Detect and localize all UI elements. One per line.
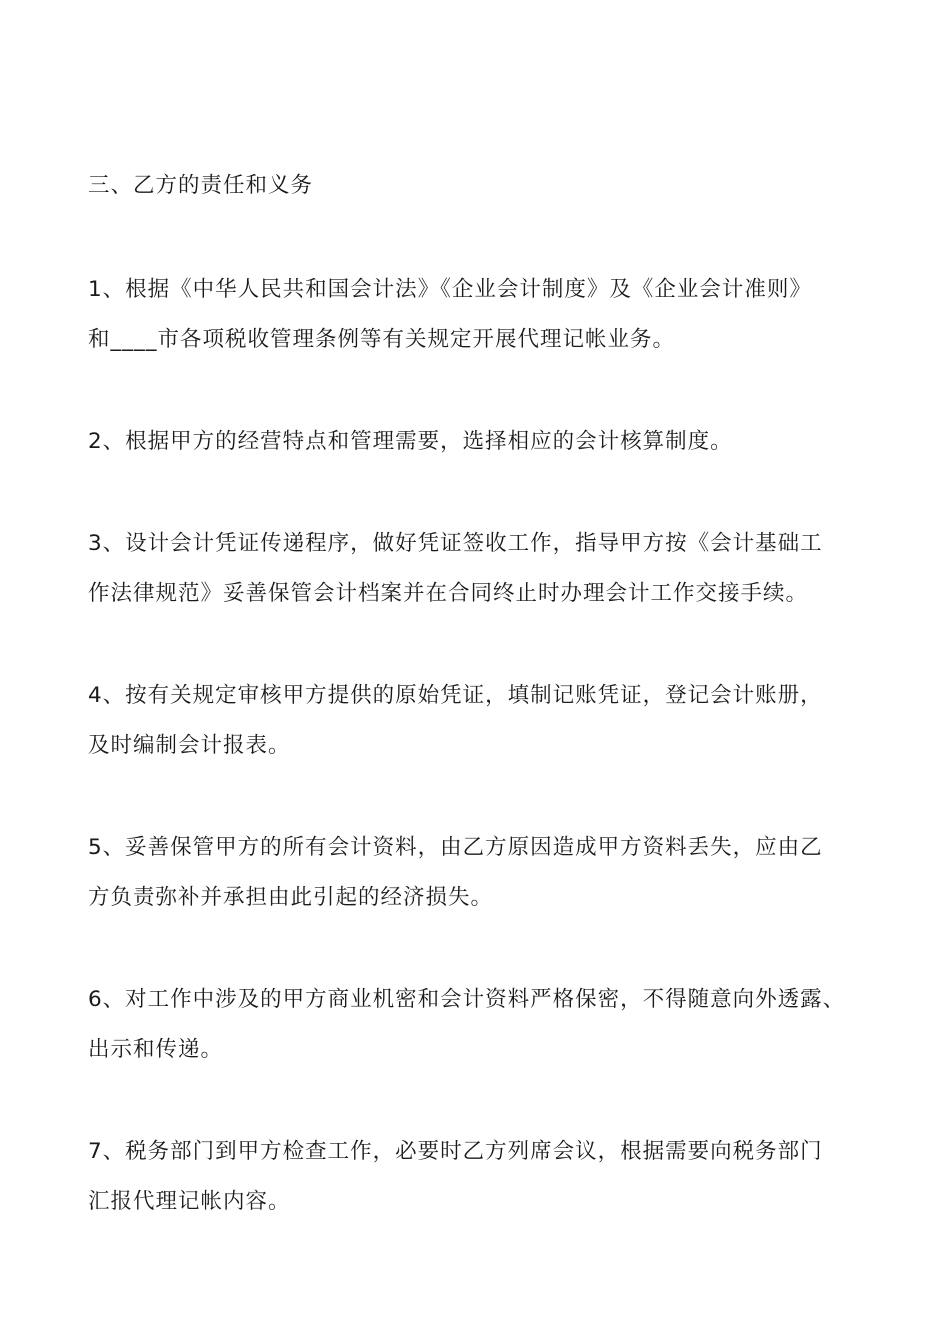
clause-3 [88, 519, 888, 619]
clause-7 [88, 1127, 888, 1227]
clause-4 [88, 671, 888, 771]
clause-6-line-2: 出示和传递。 [88, 1037, 224, 1062]
clause-1 [88, 265, 888, 365]
clause-4-line-2: 及时编制会计报表。 [88, 733, 291, 758]
clause-3-line-1: 3、设计会计凭证传递程序，做好凭证签收工作，指导甲方按《会计基础工 [88, 531, 823, 556]
clause-3-line-2: 作法律规范》妥善保管会计档案并在合同终止时办理会计工作交接手续。 [88, 581, 809, 606]
clause-7-line-1: 7、税务部门到甲方检查工作，必要时乙方列席会议，根据需要向税务部门 [88, 1139, 823, 1164]
document-page [88, 168, 888, 1279]
clause-1-line-1: 1、根据《中华人民共和国会计法》《企业会计制度》及《企业会计准则》 [88, 277, 812, 302]
clause-5-line-2: 方负责弥补并承担由此引起的经济损失。 [88, 885, 494, 910]
clause-1-line-2: 和____市各项税收管理条例等有关规定开展代理记帐业务。 [88, 327, 676, 352]
clause-4-line-1: 4、按有关规定审核甲方提供的原始凭证，填制记账凭证，登记会计账册， [88, 683, 823, 708]
section-heading: 三、乙方的责任和义务 [88, 173, 314, 198]
clause-2 [88, 417, 888, 467]
clause-2-line-1: 2、根据甲方的经营特点和管理需要，选择相应的会计核算制度。 [88, 429, 733, 454]
clause-6-line-1: 6、对工作中涉及的甲方商业机密和会计资料严格保密，不得随意向外透露、 [88, 987, 846, 1012]
clause-6 [88, 975, 888, 1075]
clause-5 [88, 823, 888, 923]
clause-5-line-1: 5、妥善保管甲方的所有会计资料，由乙方原因造成甲方资料丢失，应由乙 [88, 835, 823, 860]
clause-7-line-2: 汇报代理记帐内容。 [88, 1189, 291, 1214]
